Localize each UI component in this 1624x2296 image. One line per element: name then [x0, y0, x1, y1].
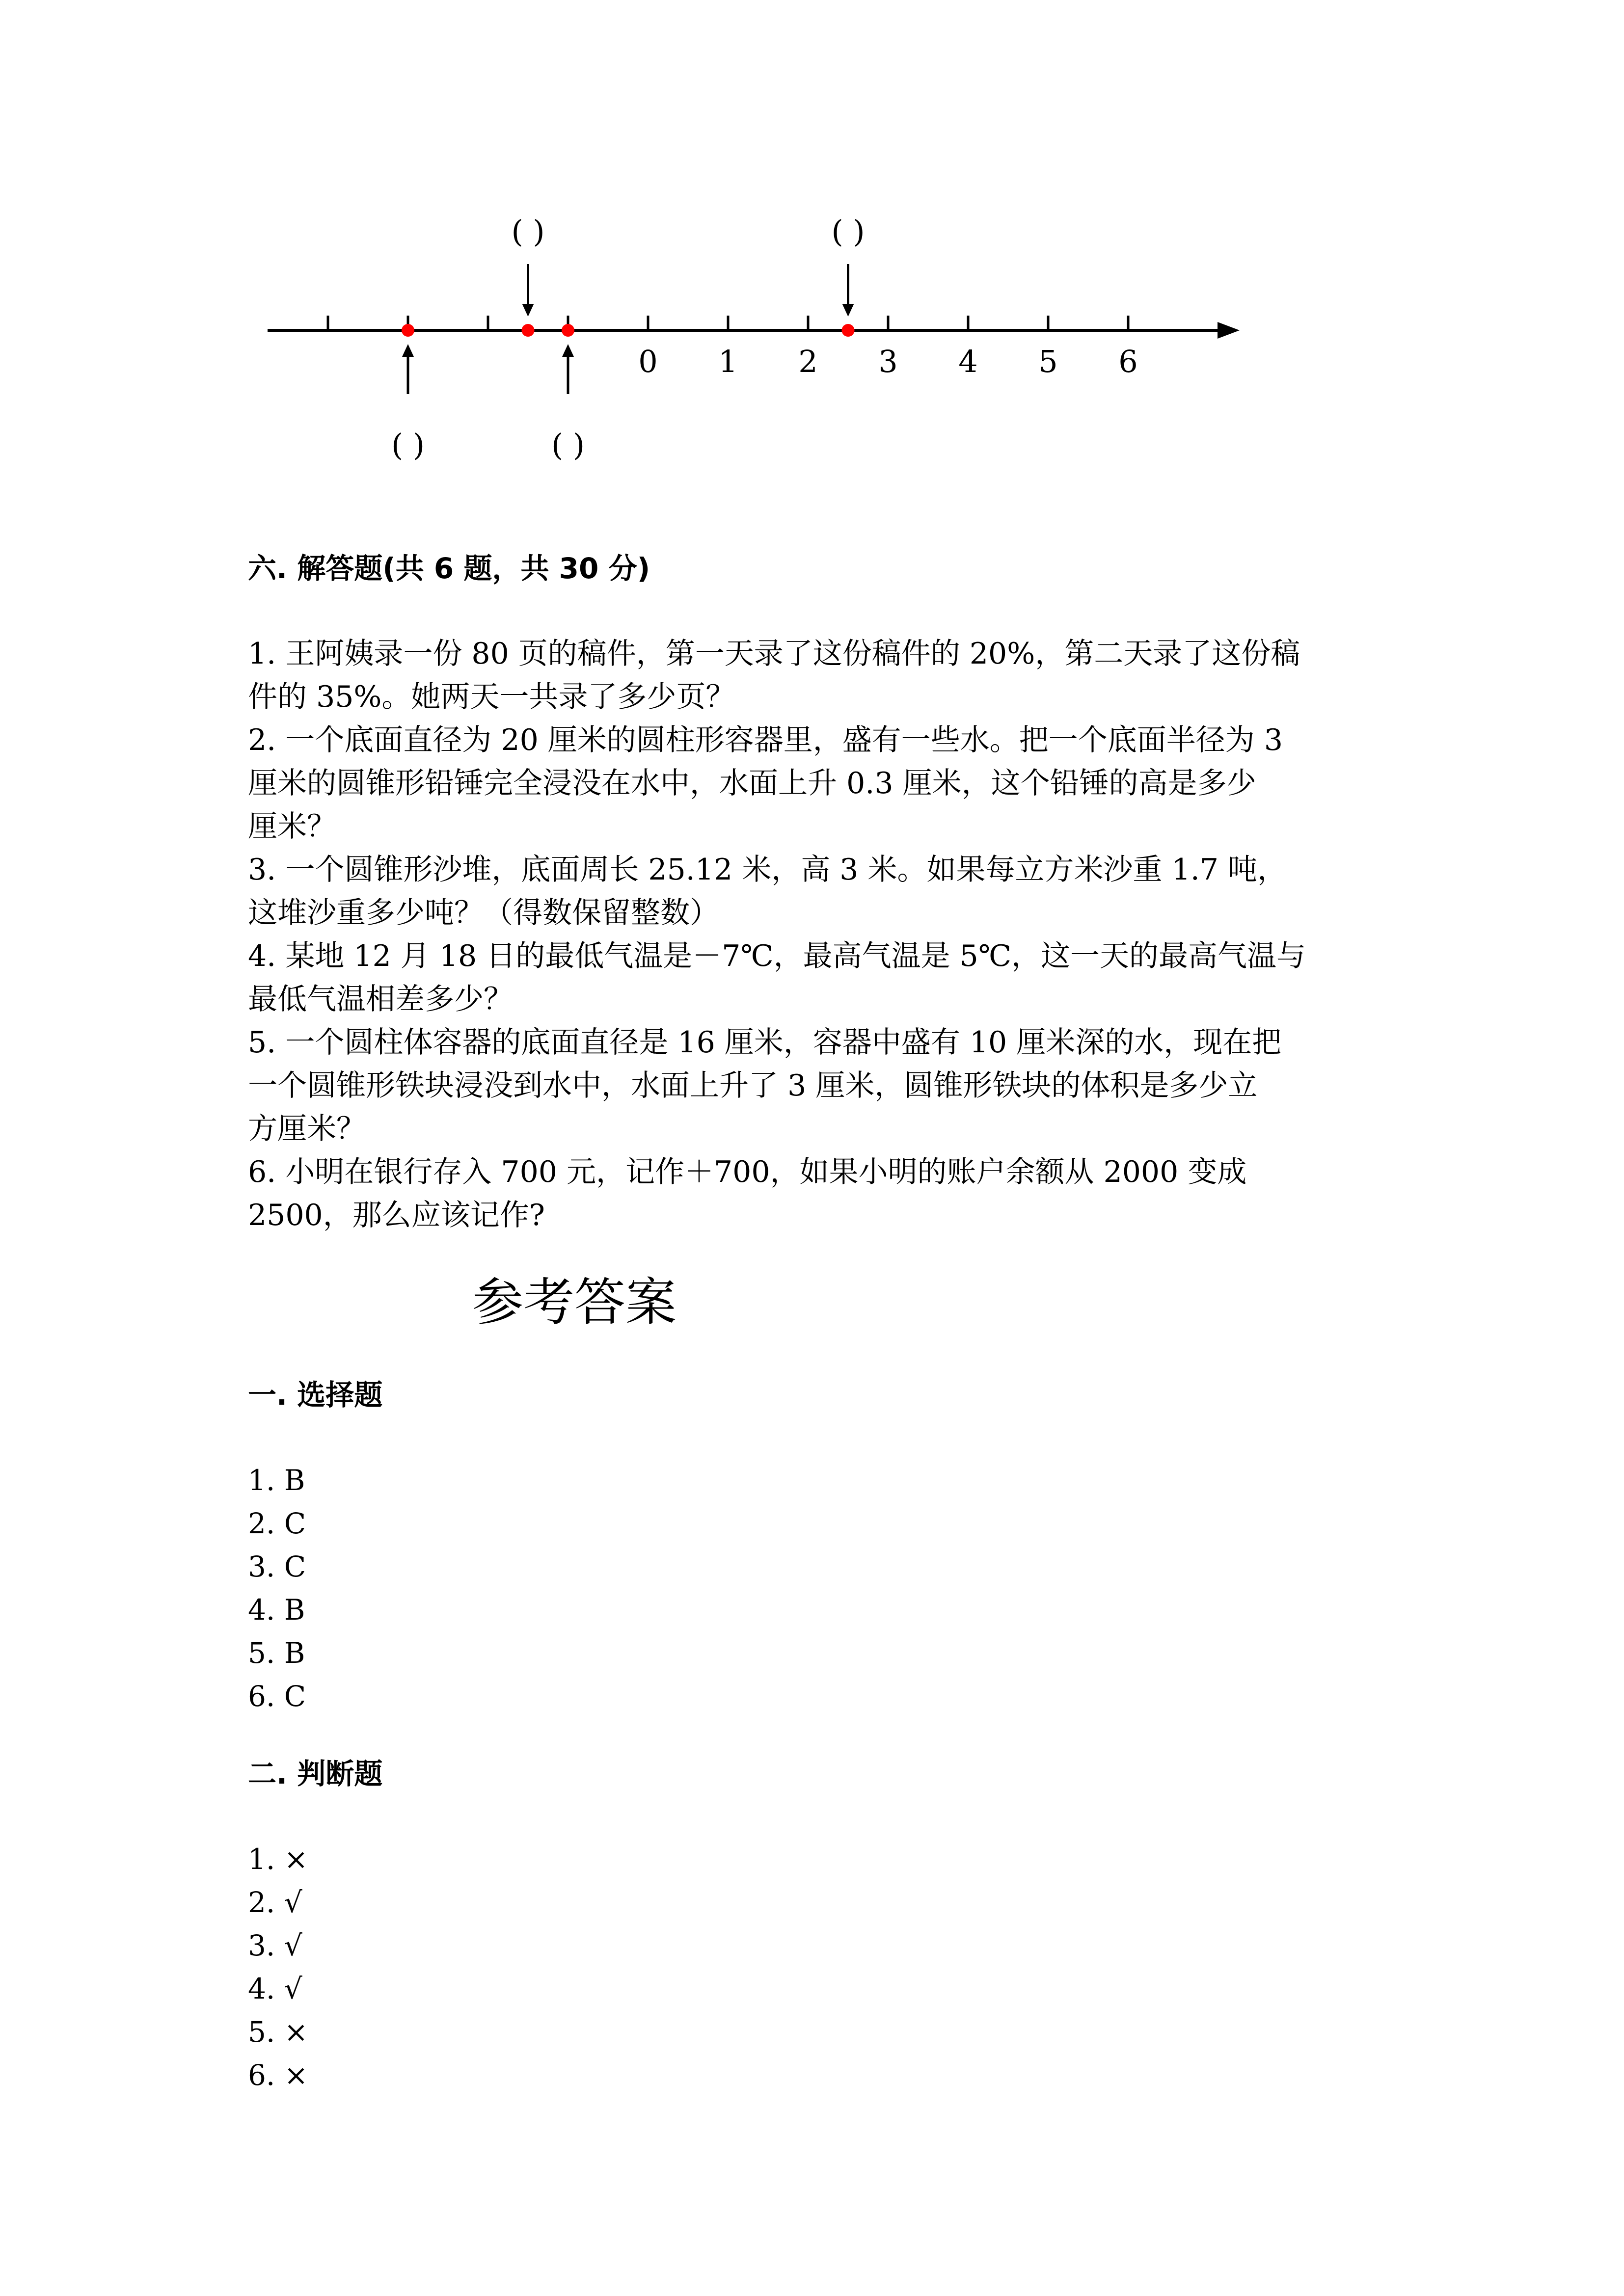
answer-section-heading: 二. 判断题 [248, 1757, 383, 1790]
question-line: 4. 某地 12 月 18 日的最低气温是－7℃，最高气温是 5℃，这一天的最高气温与 [248, 939, 1306, 973]
answer-item: 3. √ [248, 1929, 302, 1962]
question-line: 一个圆锥形铁块浸没到水中，水面上升了 3 厘米，圆锥形铁块的体积是多少立 [248, 1068, 1258, 1103]
question-line: 2500，那么应该记作? [248, 1198, 545, 1232]
question-line: 2. 一个底面直径为 20 厘米的圆柱形容器里，盛有一些水。把一个底面半径为 3 [248, 723, 1283, 757]
marked-point [402, 324, 414, 337]
question-line: 3. 一个圆锥形沙堆，底面周长 25.12 米，高 3 米。如果每立方米沙重 1.7 吨， [248, 853, 1287, 887]
answer-item: 6. × [248, 2058, 308, 2092]
answer-item: 6. C [248, 1680, 306, 1713]
question-line: 件的 35%。她两天一共录了多少页？ [248, 680, 735, 714]
tick-label: 2 [798, 344, 818, 379]
answer-list [248, 1459, 1392, 1718]
answer-blank: ( ) [551, 427, 585, 461]
tick-label: 4 [958, 344, 978, 379]
answer-item: 2. C [248, 1507, 306, 1540]
question-line: 厘米的圆锥形铅锤完全浸没在水中，水面上升 0.3 厘米，这个铅锤的高是多少 [248, 766, 1256, 801]
answer-blank: ( ) [831, 214, 865, 249]
question-line: 厘米？ [248, 809, 336, 844]
answer-key-title: 参考答案 [472, 1272, 677, 1332]
section-6 [248, 545, 1392, 1237]
question-line: 1. 王阿姨录一份 80 页的稿件，第一天录了这份稿件的 20%，第二天录了这份稿 [248, 637, 1300, 671]
question-line: 5. 一个圆柱体容器的底面直径是 16 厘米，容器中盛有 10 厘米深的水，现在把 [248, 1025, 1282, 1060]
answer-item: 4. B [248, 1593, 305, 1627]
arrow-up-icon [402, 344, 414, 357]
answer-blank: ( ) [391, 427, 425, 461]
answer-item: 4. √ [248, 1972, 302, 2005]
question-line: 方厘米？ [248, 1112, 366, 1146]
answer-item: 1. × [248, 1842, 308, 1876]
answer-item: 5. B [248, 1636, 305, 1670]
tick-label: 6 [1118, 344, 1138, 379]
answer-blank: ( ) [511, 214, 545, 249]
answer-item: 5. × [248, 2015, 308, 2049]
tick-label: 0 [638, 344, 658, 379]
question-line: 最低气温相差多少？ [248, 982, 513, 1016]
arrow-up-icon [562, 344, 574, 357]
answer-list [248, 1838, 1392, 2097]
tick-label: 3 [878, 344, 898, 379]
marked-point [562, 324, 574, 337]
question-line: 这堆沙重多少吨？（得数保留整数） [248, 896, 719, 930]
answer-item: 1. B [248, 1464, 305, 1497]
section-6-heading: 六. 解答题(共 6 题，共 30 分) [248, 552, 650, 585]
question-line: 6. 小明在银行存入 700 元，记作＋700，如果小明的账户余额从 2000 变成 [248, 1155, 1247, 1189]
answer-section-choice [248, 1371, 1392, 1718]
marked-point [842, 324, 855, 337]
page-content [248, 545, 1392, 2097]
answer-item: 3. C [248, 1550, 306, 1583]
answer-section-heading: 一. 选择题 [248, 1378, 383, 1412]
tick-label: 1 [718, 344, 738, 379]
axis-arrowhead-icon [1218, 322, 1240, 339]
tick-label: 5 [1038, 344, 1058, 379]
arrow-down-icon [842, 304, 854, 317]
marked-point [522, 324, 535, 337]
answer-item: 2. √ [248, 1886, 302, 1919]
answer-section-judgment [248, 1750, 1392, 2097]
number-line-figure [255, 206, 1286, 461]
question-list [248, 632, 1392, 1237]
arrow-down-icon [522, 304, 534, 317]
